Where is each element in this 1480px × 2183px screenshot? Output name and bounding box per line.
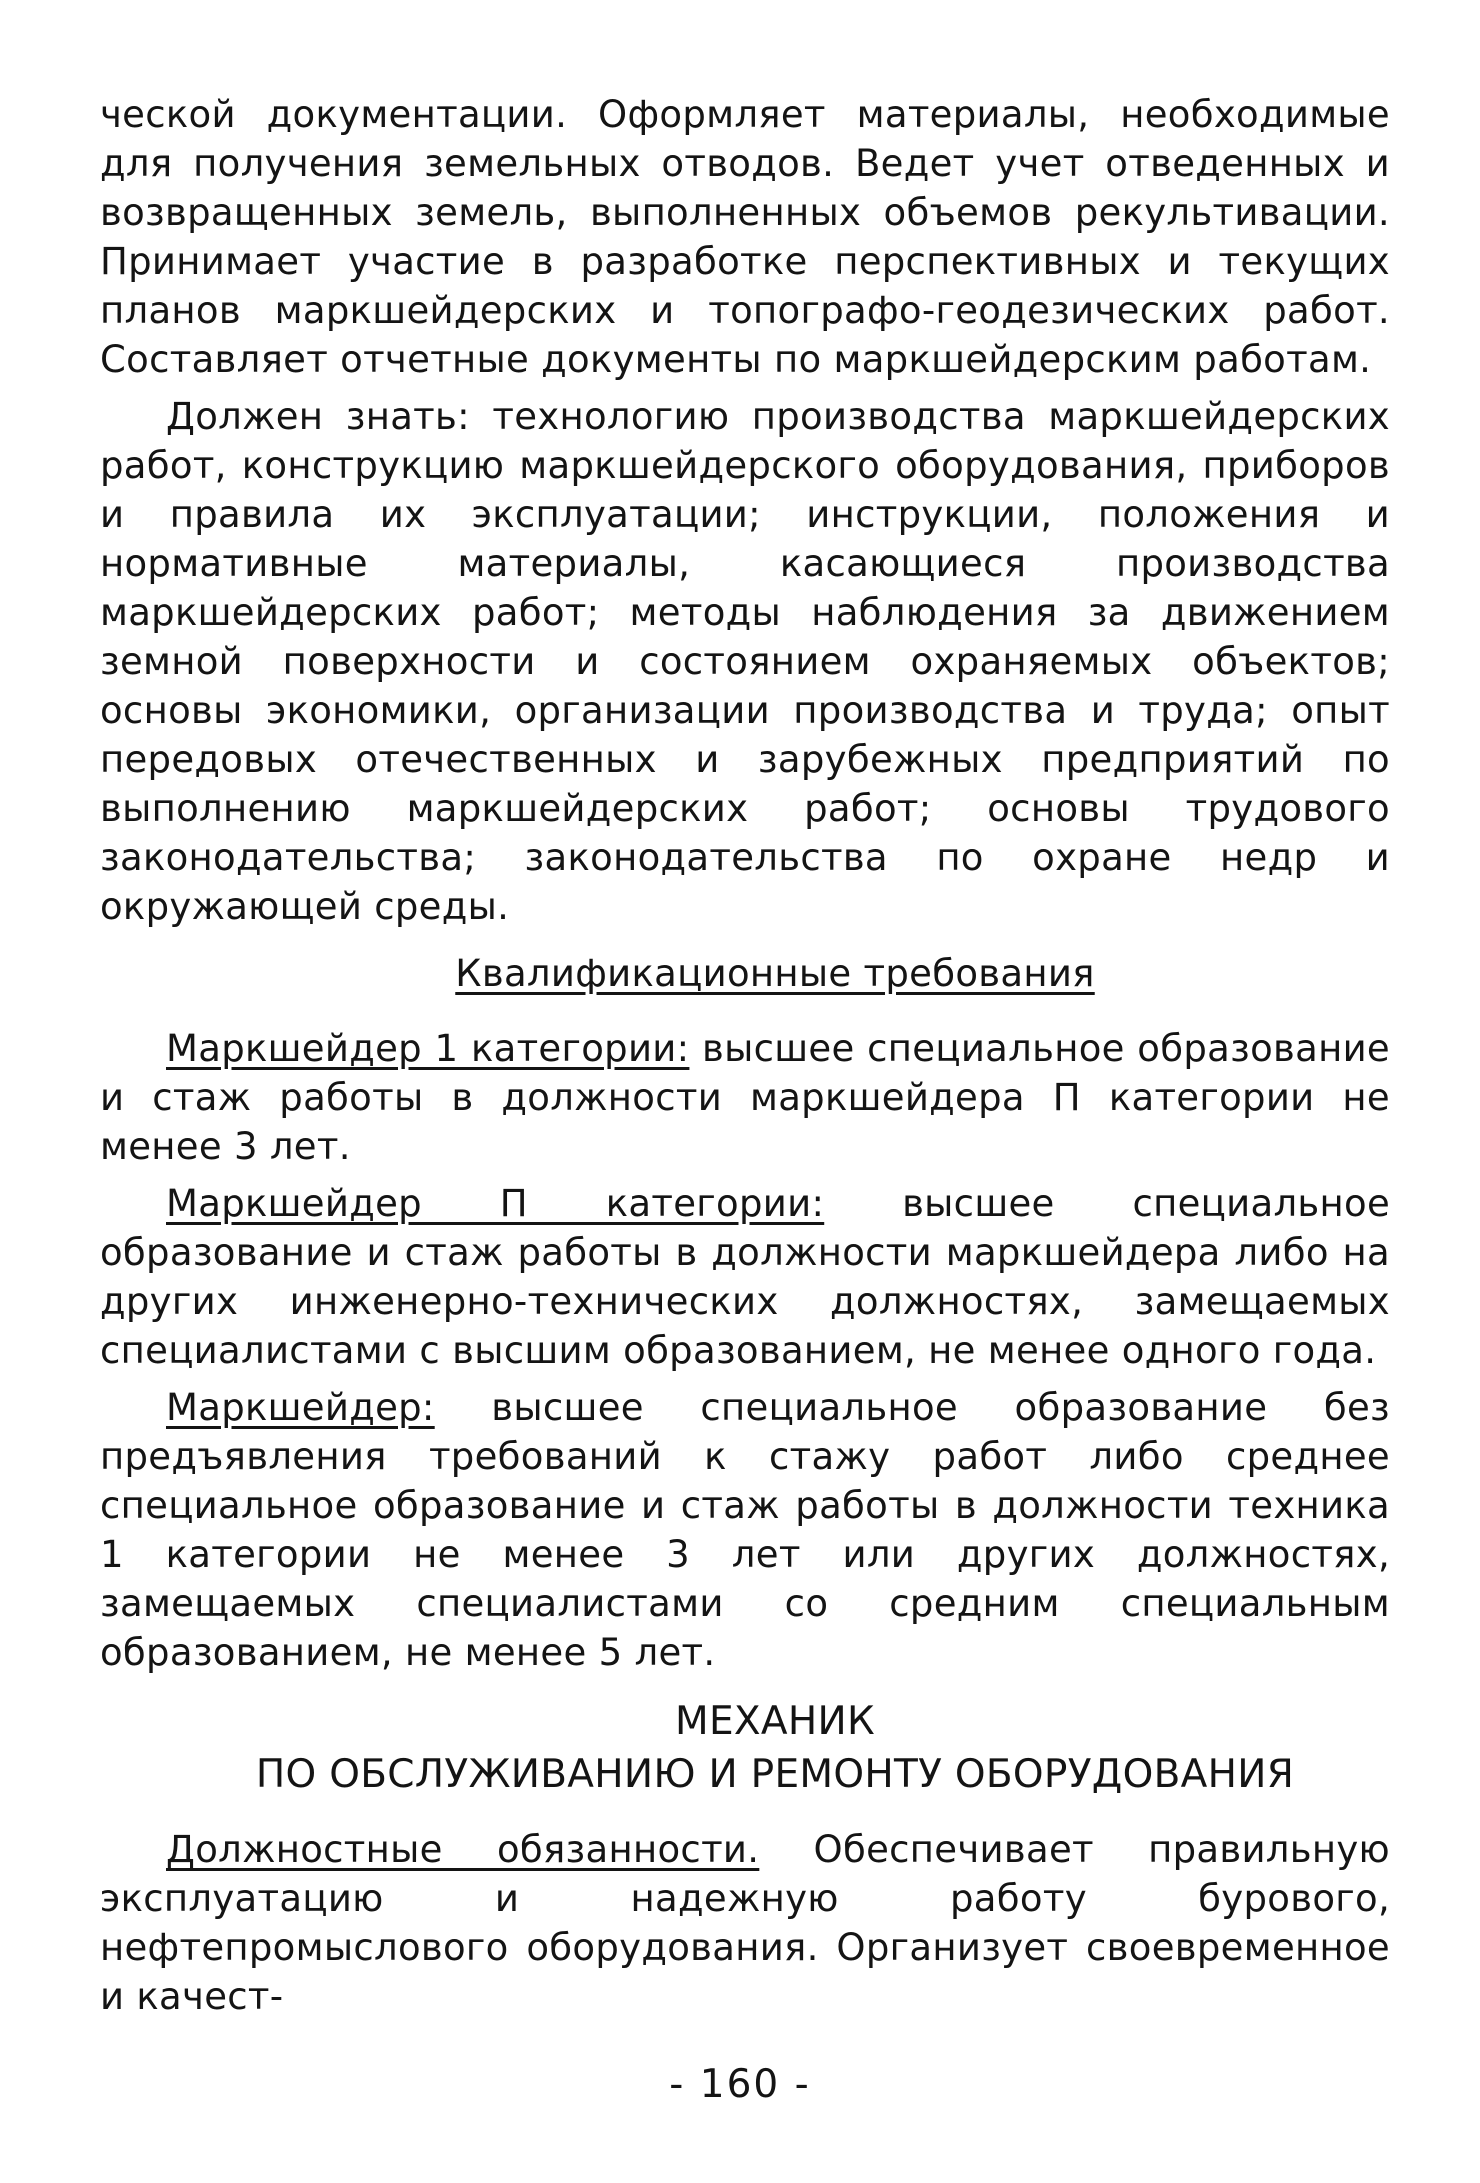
job-title-line-2: ПО ОБСЛУЖИВАНИЮ И РЕМОНТУ ОБОРУДОВАНИЯ	[255, 1752, 1295, 1797]
qualification-surveyor-label: Маркшейдер:	[166, 1386, 435, 1429]
qualification-surveyor	[100, 1383, 1390, 1677]
qualification-category-1	[100, 1024, 1390, 1171]
qualification-category-2-text: высшее специальное образование и стаж работы в должности маркшейдера либо на других инженерно-технических должностях, замещаемых специалистами с высшим образованием, не менее одного года.	[100, 1182, 1391, 1372]
qualifications-heading	[100, 949, 1390, 998]
mechanic-duties-label: Должностные обязанности.	[166, 1828, 760, 1871]
job-title-line-1: МЕХАНИК	[675, 1699, 875, 1744]
qualification-category-2-label: Маркшейдер П категории:	[166, 1182, 825, 1225]
paragraph-duties-continued: ческой документации. Оформляет материалы, необходимые для получения земельных отводов. Ведет учет отведенных и возвращенных земель, выполненных объемов рекультивации. Принимает участие в разработке перспективных и текущих планов маркшейдерских и топографо-геодезических работ. Составляет отчетные документы по маркшейдерским работам.	[100, 93, 1390, 381]
page-number: - 160 -	[669, 2062, 811, 2107]
mechanic-duties	[100, 1825, 1390, 2021]
qualification-category-1-label: Маркшейдер 1 категории:	[166, 1027, 690, 1070]
qualification-category-2	[100, 1179, 1390, 1375]
document-page	[100, 90, 1390, 2021]
qualification-surveyor-text: высшее специальное образование без предъявления требований к стажу работ либо среднее специальное образование и стаж работы в должности техника 1 категории не менее 3 лет или других должностях, замещаемых специалистами со средним специальным образованием, не менее 5 лет.	[100, 1386, 1390, 1674]
paragraph-required-knowledge: Должен знать: технологию производства маркшейдерских работ, конструкцию маркшейдерского оборудования, приборов и правила их эксплуатации; инструкции, положения и нормативные материалы, касающиеся производства маркшейдерских работ; методы наблюдения за движением земной поверхности и состоянием охраняемых объектов; основы экономики, организации производства и труда; опыт передовых отечественных и зарубежных предприятий по выполнению маркшейдерских работ; основы трудового законодательства; законодательства по охране недр и окружающей среды.	[100, 395, 1390, 928]
mechanic-duties-text: Обеспечивает правильную эксплуатацию и надежную работу бурового, нефтепромыслового оборудования. Организует своевременное и качест-	[100, 1828, 1390, 2018]
qualification-category-1-text: высшее специальное образование и стаж работы в должности маркшейдера П категории не менее 3 лет.	[100, 1027, 1390, 1168]
qualifications-heading-text: Квалификационные требования	[455, 952, 1095, 995]
